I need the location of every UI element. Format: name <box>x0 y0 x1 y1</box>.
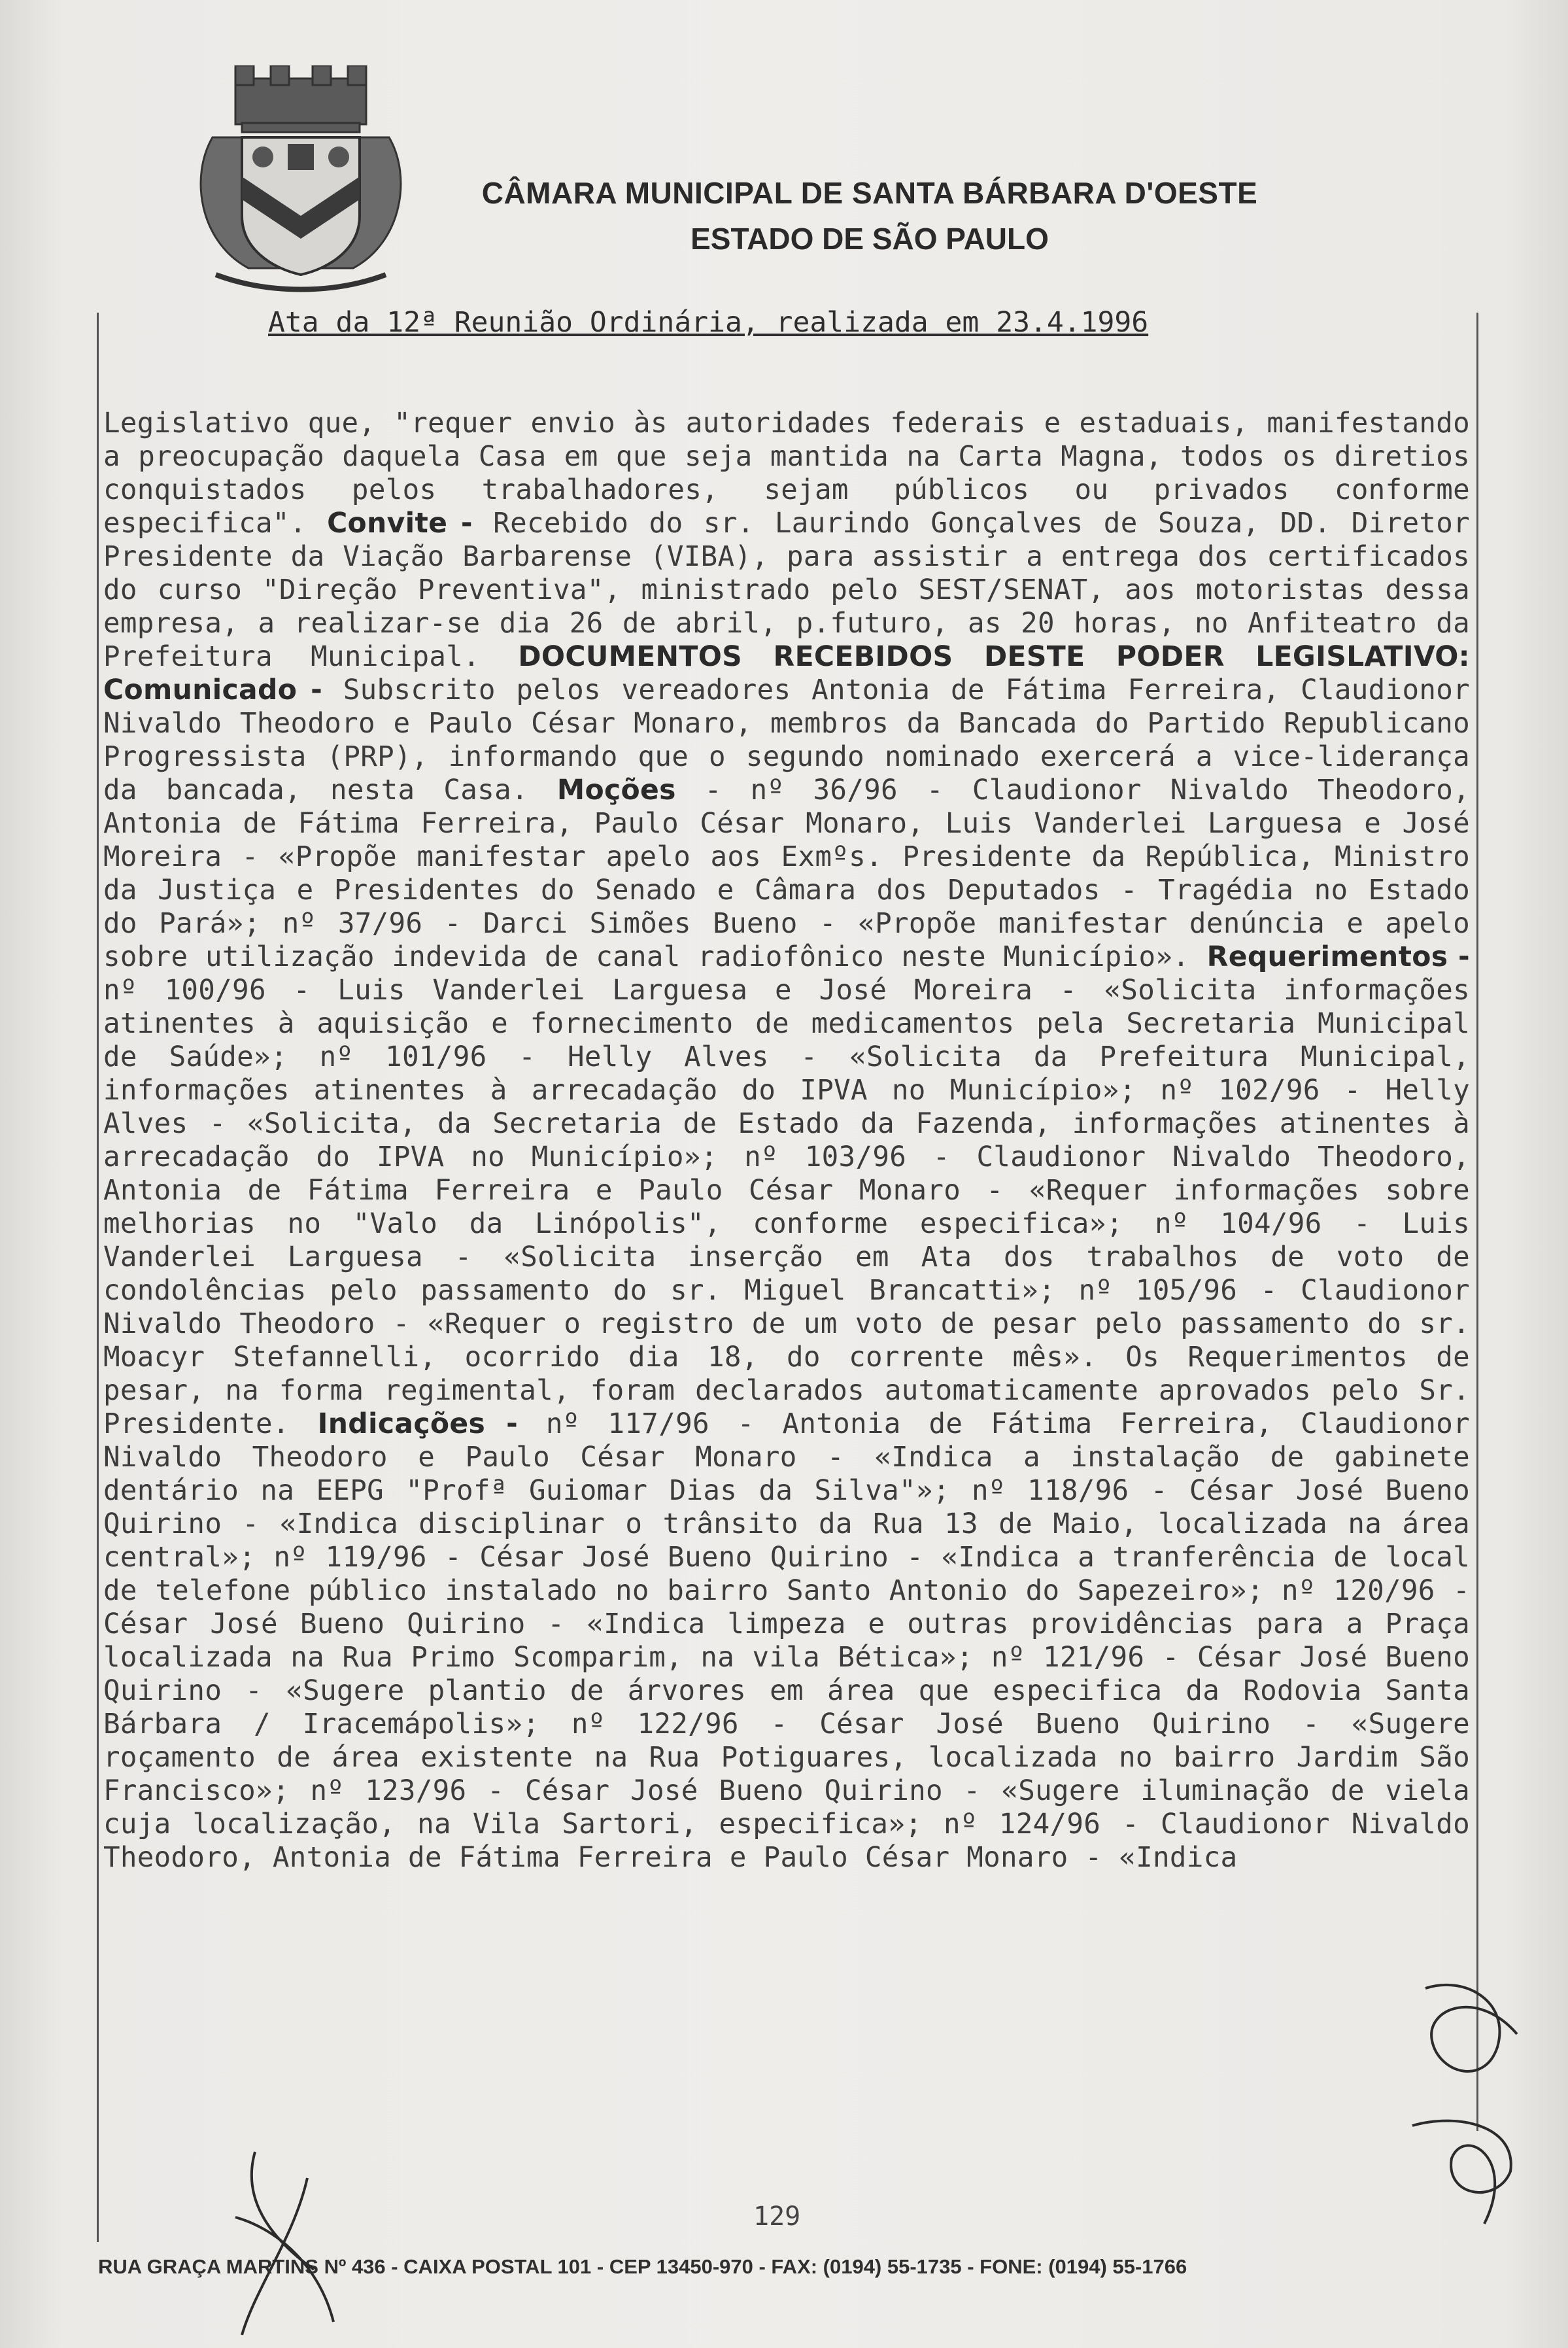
page-number: 129 <box>753 2201 801 2232</box>
institution-name: CÂMARA MUNICIPAL DE SANTA BÁRBARA D'OESTE <box>481 176 1258 210</box>
section-heading-mocoes: Moções <box>556 774 676 806</box>
body-segment: nº 117/96 - Antonia de Fátima Ferreira, Claudionor Nivaldo Theodoro e Paulo César Monaro - «Indica a instalação de gabinete dentário na EEPG "Profª Guiomar Dias da Silva"»; nº 118/96 - César José Bueno Quirino - «Indica disciplinar o trânsito da Rua 13 de Maio, localizada na área central»; nº 119/96 - César José Bueno Quirino - «Indica a tranferência de local de telefone público instalado no bairro Santo Antonio do Sapezeiro»; nº 120/96 - César José Bueno Quirino - «Indica limpeza e outras providências para a Praça localizada na Rua Primo Scomparim, na vila Bética»; nº 121/96 - César José Bueno Quirino - «Sugere plantio de árvores em área que especifica da Rodovia Santa Bárbara / Iracemápolis»; nº 122/96 - César José Bueno Quirino - «Sugere roçamento de área existente na Rua Potiguares, localizada no bairro Jardim São Francisco»; nº 123/96 - César José Bueno Quirino - «Sugere iluminação de viela cuja localização, na Vila Sartori, especifica»; nº 124/96 - Claudionor Nivaldo Theodoro, Antonia de Fátima Ferreira e Paulo César Monaro - «Indica <box>103 1408 1470 1874</box>
body-segment: Legislativo que, "requer envio às autoridades federais e estaduais, manifestando a preocupação daquela Casa em que seja mantida na Carta Magna, todos os diretios conquistados pelos trabalhadores, sejam públicos ou privados conforme especifica". <box>103 407 1470 540</box>
body-segment: - nº 36/96 - Claudionor Nivaldo Theodoro, Antonia de Fátima Ferreira, Paulo César Monaro, Luis Vanderlei Larguesa e José Moreira - «Propõe manifestar apelo aos Exmºs. Presidente da República, Ministro da Justiça e Presidentes do Senado e Câmara dos Deputados - Tragédia no Estado do Pará»; nº 37/96 - Darci Simões Bueno - «Propõe manifestar denúncia e apelo sobre utilização indevida de canal radiofônico neste Município». <box>103 774 1470 973</box>
section-heading-documentos: DOCUMENTOS RECEBIDOS DESTE PODER LEGISLATIVO: Comunicado - <box>103 641 1470 706</box>
state-name: ESTADO DE SÃO PAULO <box>690 222 1049 256</box>
handwritten-signature-left <box>216 2139 347 2348</box>
left-margin-rule <box>97 313 99 2242</box>
section-heading-indicacoes: Indicações - <box>317 1408 519 1440</box>
body-segment: nº 100/96 - Luis Vanderlei Larguesa e José Moreira - «Solicita informações atinentes à aquisição e fornecimento de medicamentos pela Secretaria Municipal de Saúde»; nº 101/96 - Helly Alves - «Solicita da Prefeitura Municipal, informações atinentes à arrecadação do IPVA no Município»; nº 102/96 - Helly Alves - «Solicita, da Secretaria de Estado da Fazenda, informações atinentes à arrecadação do IPVA no Município»; nº 103/96 - Claudionor Nivaldo Theodoro, Antonia de Fátima Ferreira e Paulo César Monaro - «Requer informações sobre melhorias no "Valo da Linópolis", conforme especifica»; nº 104/96 - Luis Vanderlei Larguesa - «Solicita inserção em Ata dos trabalhos de voto de condolências pelo passamento do sr. Miguel Brancatti»; nº 105/96 - Claudionor Nivaldo Theodoro - «Requer o registro de um voto de pesar pelo passamento do sr. Moacyr Stefannelli, ocorrido dia 18, do corrente mês». Os Requerimentos de pesar, na forma regimental, foram declarados automaticamente aprovados pelo Sr. Presidente. <box>103 975 1470 1440</box>
body-segment: Subscrito pelos vereadores Antonia de Fátima Ferreira, Claudionor Nivaldo Theodoro e Paulo César Monaro, membros da Bancada do Partido Republicano Progressista (PRP), informando que o segundo nominado exercerá a vice-liderança da bancada, nesta Casa. <box>103 674 1470 806</box>
document-subtitle: Ata da 12ª Reunião Ordinária, realizada em 23.4.1996 <box>268 306 1149 339</box>
footer-address: RUA GRAÇA MARTINS Nº 436 - CAIXA POSTAL 101 - CEP 13450-970 - FAX: (0194) 55-1735 - FONE: (0194) 55-1766 <box>98 2255 1187 2278</box>
section-heading-convite: Convite - <box>327 508 473 540</box>
minutes-body-text <box>103 407 1470 1874</box>
section-heading-requerimentos: Requerimentos - <box>1206 941 1470 973</box>
handwritten-signature-right <box>1386 1962 1543 2237</box>
right-margin-rule <box>1476 313 1478 2131</box>
body-segment: Recebido do sr. Laurindo Gonçalves de Souza, DD. Diretor Presidente da Viação Barbarense (VIBA), para assistir a entrega dos certificados do curso "Direção Preventiva", ministrado pelo SEST/SENAT, aos motoristas dessa empresa, a realizar-se dia 26 de abril, p.futuro, as 20 horas, no Anfiteatro da Prefeitura Municipal. <box>103 508 1470 673</box>
